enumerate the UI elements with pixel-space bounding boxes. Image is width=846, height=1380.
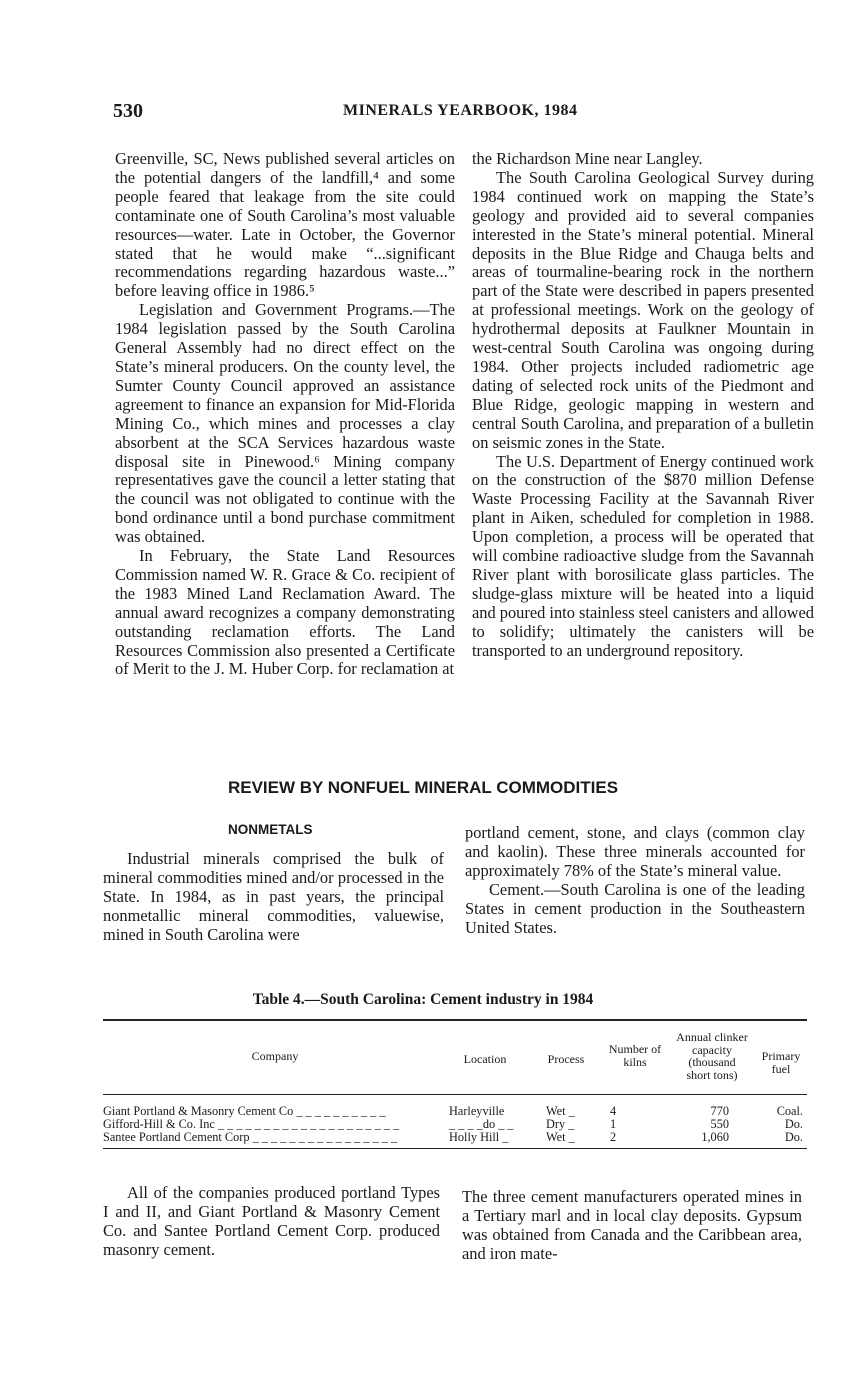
table-top-rule [103, 1019, 807, 1021]
cell-company: Gifford-Hill & Co. Inc _ _ _ _ _ _ _ _ _ _ _ _ _ _ _ _ _ _ _ _ [103, 1117, 400, 1131]
table-header-rule [103, 1094, 807, 1095]
cell-location: Holly Hill _ [449, 1130, 509, 1144]
subsection-title: NONMETALS [228, 822, 313, 837]
cell-fuel: Do. [784, 1130, 803, 1144]
cell-capacity: 1,060 [701, 1130, 729, 1144]
left-column-bottom [103, 1184, 440, 1260]
table-title: Table 4.—South Carolina: Cement industry in 1984 [252, 991, 594, 1008]
right-column-bottom [462, 1188, 802, 1264]
table-bottom-rule [103, 1148, 807, 1149]
table-row [103, 1118, 807, 1130]
right-column-top [472, 150, 814, 660]
paragraph-cement-mines: The three cement manufacturers operated mines in a Tertiary marl and in local clay deposits. Gypsum was obtained from Canada and the Caribbean area, and iron mate- [462, 1187, 802, 1263]
paragraph-cement: Cement.—South Carolina is one of the leading States in cement production in the Southeastern United States. [465, 879, 805, 937]
right-column-nonmetals [465, 824, 805, 937]
paragraph-richardson-mine: the Richardson Mine near Langley. [472, 149, 703, 168]
cell-kilns: 2 [610, 1130, 617, 1144]
paragraph-industrial-minerals: Industrial minerals comprised the bulk of mineral commodities mined and/or processed in the State. In 1984, as in past years, the principal nonmetallic mineral commodities, valuewise, mined in South Carolina were [103, 849, 444, 944]
paragraph-legislation: Legislation and Government Programs.—The 1984 legislation passed by the South Carolina General Assembly had no direct effect on the State’s mineral producers. On the county level, the Sumter County Council approved an assistance agreement to finance an expansion for Mid-Florida Mining Co., which mines and processes a clay absorbent at the SCA Services hazardous waste disposal site in Pinewood.⁶ Mining company representatives gave the council a letter stating that the council was not obligated to continue with the bond ordinance until a bond purchase commitment was obtained. [115, 300, 455, 547]
paragraph-reclamation-award: In February, the State Land Resources Commission named W. R. Grace & Co. recipient of the 1983 Mined Land Reclamation Award. The annual award recognizes a company demonstrating outstanding reclamation efforts. The Land Resources Commission also presented a Certificate of Merit to the J. M. Huber Corp. for reclamation at [115, 546, 455, 679]
header-company: Company [251, 1049, 299, 1063]
cell-capacity: 550 [710, 1117, 729, 1131]
running-head: MINERALS YEARBOOK, 1984 [343, 102, 578, 119]
cell-company: Santee Portland Cement Corp _ _ _ _ _ _ _ _ _ _ _ _ _ _ _ _ [103, 1130, 398, 1144]
cell-process: Wet _ [546, 1130, 575, 1144]
cell-location: _ _ _ _do _ _ [449, 1117, 514, 1131]
cell-process: Dry _ [546, 1117, 575, 1131]
page-number: 530 [113, 100, 143, 122]
paragraph-department-of-energy: The U.S. Department of Energy continued work on the construction of the $870 million Defense Waste Processing Facility at the Savannah River plant in Aiken, scheduled for completion in 1988. Upon completion, a process will be operated that will combine radioactive sludge from the Savannah River plant with borosilicate glass particles. The sludge-glass mixture will be heated into a liquid and poured into stainless steel canisters and allowed to solidify; ultimately the canisters will be transported to an underground repository. [472, 451, 814, 660]
header-kilns: Number of kilns [608, 1042, 662, 1069]
paragraph-portland-types: All of the companies produced portland Types I and II, and Giant Portland & Masonry Cement Co. and Santee Portland Cement Corp. produced masonry cement. [103, 1183, 440, 1259]
cell-process: Wet _ [546, 1104, 575, 1118]
left-column-nonmetals [103, 850, 444, 945]
header-fuel: Primary fuel [761, 1049, 801, 1076]
header-capacity: Annual clinker capacity (thousand short tons) [676, 1030, 748, 1082]
cell-kilns: 1 [610, 1117, 617, 1131]
cell-capacity: 770 [710, 1104, 729, 1118]
table-row [103, 1131, 807, 1143]
cell-company: Giant Portland & Masonry Cement Co _ _ _ _ _ _ _ _ _ _ [103, 1104, 386, 1118]
paragraph-landfill: Greenville, SC, News published several articles on the potential dangers of the landfill,⁴ and some people feared that leakage from the site could contaminate one of South Carolina’s most valuable resources—water. Late in October, the Governor stated that he would make “...significant recommendations regarding hazardous waste...” before leaving office in 1986.⁵ [115, 149, 455, 301]
header-location: Location [463, 1052, 507, 1066]
left-column-top [115, 150, 455, 679]
cell-fuel: Coal. [776, 1104, 803, 1118]
paragraph-principal-minerals: portland cement, stone, and clays (common clay and kaolin). These three minerals accounted for approximately 78% of the State’s mineral value. [465, 823, 805, 880]
cell-kilns: 4 [610, 1104, 617, 1118]
table-row [103, 1105, 807, 1117]
cell-fuel: Do. [784, 1117, 803, 1131]
cell-location: Harleyville [449, 1104, 505, 1118]
section-title: REVIEW BY NONFUEL MINERAL COMMODITIES [227, 778, 619, 797]
paragraph-geological-survey: The South Carolina Geological Survey during 1984 continued work on mapping the State’s geology and provided aid to several companies interested in the State’s mineral potential. Mineral deposits in the Blue Ridge and Chauga belts and areas of tourmaline-bearing rock in the northern part of the State were described in papers presented at professional meetings. Work on the geology of hydrothermal deposits at Faulkner Mountain in west-central South Carolina was ongoing during 1984. Other projects included radiometric age dating of selected rock units of the Piedmont and Blue Ridge, geologic mapping in western and central South Carolina, and preparation of a bulletin on seismic zones in the State. [472, 167, 814, 452]
header-process: Process [547, 1052, 585, 1066]
